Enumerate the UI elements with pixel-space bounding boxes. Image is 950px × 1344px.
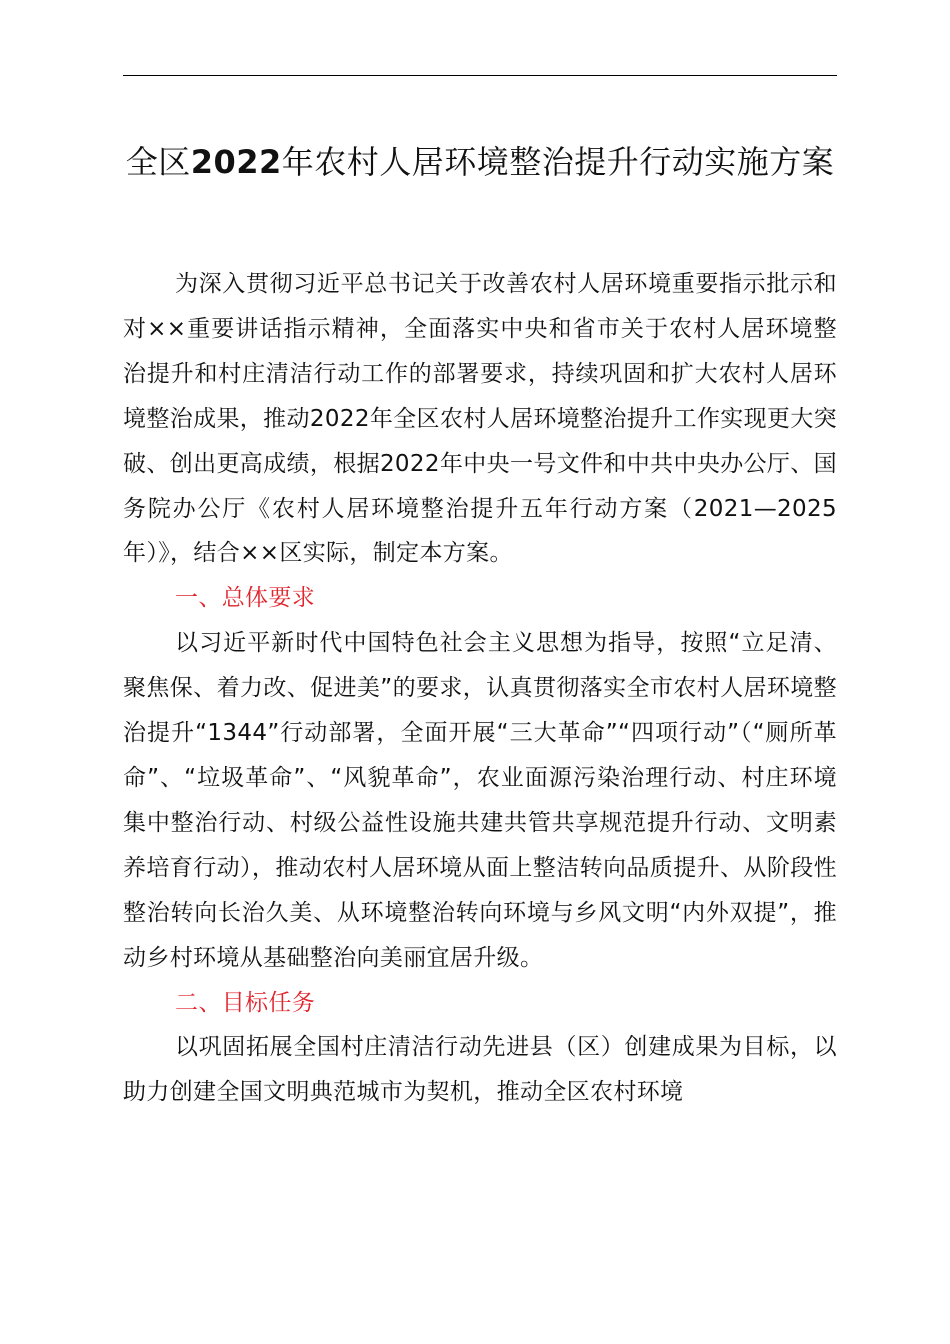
header-rule [123,75,837,76]
general-requirements-paragraph: 以习近平新时代中国特色社会主义思想为指导，按照“立足清、聚焦保、着力改、促进美”的要求，认真贯彻落实全市农村人居环境整治提升“1344”行动部署，全面开展“三大革命”“四项行动”（“厕所革命”、“垃圾革命”、“风貌革命”，农业面源污染治理行动、村庄环境集中整治行动、村级公益性设施共建共管共享规范提升行动、文明素养培育行动），推动农村人居环境从面上整洁转向品质提升、从阶段性整治转向长治久美、从环境整治转向环境与乡风文明“内外双提”，推动乡村环境从基础整治向美丽宜居升级。 [123,630,837,971]
intro-paragraph: 为深入贯彻习近平总书记关于改善农村人居环境重要指示批示和对××重要讲话指示精神，全面落实中央和省市关于农村人居环境整治提升和村庄清洁行动工作的部署要求，持续巩固和扩大农村人居环境整治成果，推动2022年全区农村人居环境整治提升工作实现更大突破、创出更高成绩，根据2022年中央一号文件和中共中央办公厅、国务院办公厅《农村人居环境整治提升五年行动方案（2021—2025年）》，结合××区实际，制定本方案。 [123,271,837,567]
title-suffix: 年农村人居环境整治提升行动实施方案 [281,143,835,181]
goals-tasks-paragraph: 以巩固拓展全国村庄清洁行动先进县（区）创建成果为目标，以助力创建全国文明典范城市为契机，推动全区农村环境 [123,1034,837,1106]
section-heading-general-requirements: 一、总体要求 [175,585,316,612]
title-year: 2022 [190,143,282,181]
document-title [110,136,850,188]
title-prefix: 全区 [125,143,191,181]
section-heading-goals-tasks: 二、目标任务 [175,989,316,1016]
document-body [123,262,837,1115]
